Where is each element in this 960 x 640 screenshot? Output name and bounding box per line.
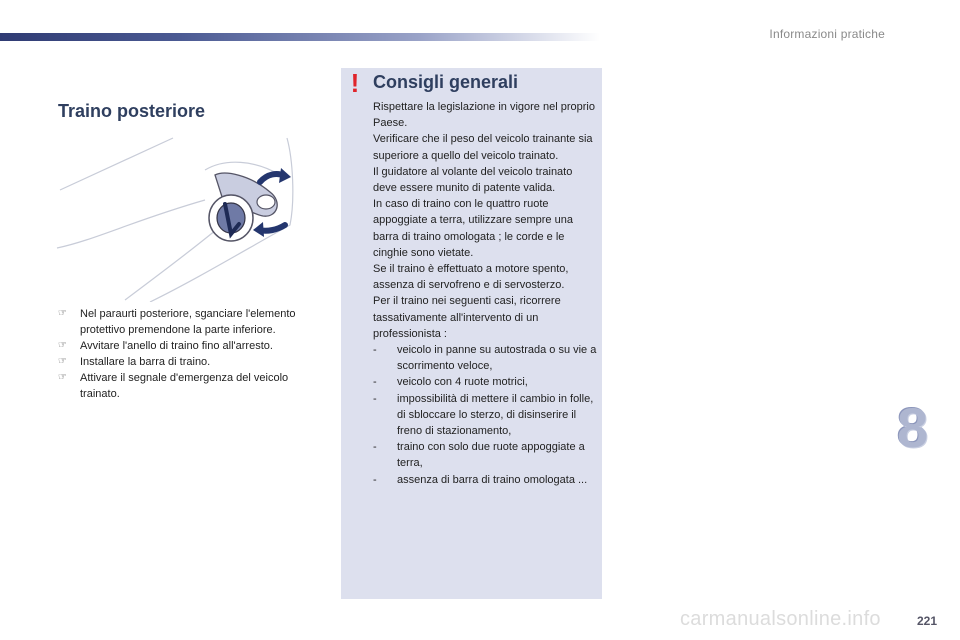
panel-paragraph-line: In caso di traino con le quattro ruote appoggiate a terra, utilizzare sempre una barra di traino omologata ; le corde e le cinghie sono vietate. bbox=[373, 198, 573, 259]
chapter-number: 8 bbox=[897, 396, 929, 459]
pointing-finger-icon: ☞ bbox=[58, 340, 67, 351]
list-item: - assenza di barra di traino omologata ... bbox=[373, 473, 588, 486]
instruction-list bbox=[58, 306, 328, 402]
panel-paragraph-line: Se il traino è effettuato a motore spento, assenza di servofreno e di servosterzo. bbox=[373, 263, 569, 292]
list-item: - impossibilità di mettere il cambio in folle, di sbloccare lo sterzo, di disinserire il freno di stazionamento, bbox=[373, 392, 594, 438]
section-label: Informazioni pratiche bbox=[769, 27, 885, 41]
pointing-finger-icon: ☞ bbox=[58, 356, 67, 367]
list-item: - veicolo in panne su autostrada o su vie a scorrimento veloce, bbox=[373, 344, 597, 373]
panel-paragraph-line: Per il traino nei seguenti casi, ricorrere tassativamente all'intervento di un professionista : bbox=[373, 295, 561, 340]
watermark: carmanualsonline.info bbox=[680, 608, 881, 630]
panel-title: Consigli generali bbox=[373, 72, 519, 92]
panel-paragraph-line: Verificare che il peso del veicolo trainante sia superiore a quello del veicolo trainato. bbox=[373, 133, 593, 162]
rotate-arrow-down-icon bbox=[253, 222, 285, 237]
page-number: 221 bbox=[917, 614, 938, 628]
panel-paragraph bbox=[373, 99, 598, 342]
panel-paragraph-line: Il guidatore al volante del veicolo trainato deve essere munito di patente valida. bbox=[373, 165, 573, 195]
tow-eye-illustration bbox=[55, 130, 305, 302]
list-item: ☞ Avvitare l'anello di traino fino all'arresto. bbox=[58, 340, 273, 352]
panel-body bbox=[373, 99, 598, 488]
section-title: Traino posteriore bbox=[58, 101, 206, 121]
list-item: - veicolo con 4 ruote motrici, bbox=[373, 376, 528, 389]
list-item: - traino con solo due ruote appoggiate a terra, bbox=[373, 441, 585, 470]
list-item: ☞ Nel paraurti posteriore, sganciare l'elemento protettivo premendone la parte inferiore. bbox=[58, 308, 296, 336]
list-item: ☞ Attivare il segnale d'emergenza del veicolo trainato. bbox=[58, 372, 289, 400]
pointing-finger-icon: ☞ bbox=[58, 372, 67, 383]
warning-icon: ! bbox=[350, 68, 360, 98]
header-gradient-bar bbox=[0, 33, 600, 41]
pointing-finger-icon: ☞ bbox=[58, 308, 67, 319]
rotate-arrow-up-icon bbox=[260, 168, 291, 183]
panel-paragraph-line: Rispettare la legislazione in vigore nel proprio Paese. bbox=[373, 101, 595, 130]
list-item: ☞ Installare la barra di traino. bbox=[58, 356, 211, 368]
